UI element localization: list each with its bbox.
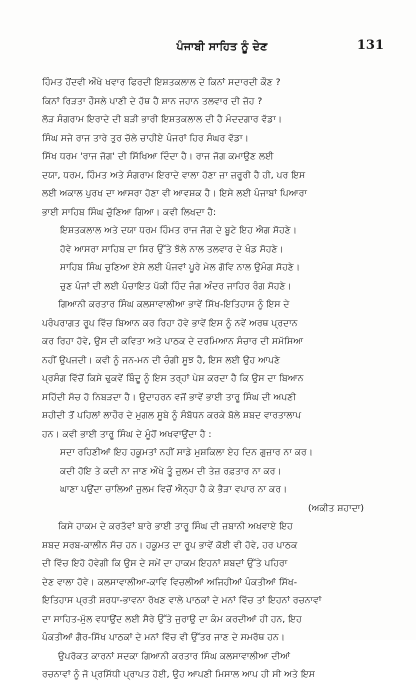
text-line: ਉਪਰੋਕਤ ਕਾਰਨਾਂ ਸਦਕਾ ਗਿਆਨੀ ਕਰਤਾਰ ਸਿੰਘ ਕਲਸਾਵਾਲੀਆ ਦੀਆਂ (58, 650, 291, 662)
text-line: ਸ਼ਹੀਦੀ ਤੋਂ ਪਹਿਲਾਂ ਲਾਹੌਰ ਦੇ ਮੁਗਲ ਸੂਬੇ ਨੂੰ ਸੰਬੋਧਨ ਕਰਕੇ ਬੋਲੇ ਸ਼ਬਦ ਵਾਰਤਾਲਾਪ (42, 410, 302, 421)
verse-line: ਚੁਣ ਪੰਜਾਂ ਦੀ ਲਈ ਪੰਚਾਇਤ ਪੱਕੀ ਹਿੰਦ ਜੰਗ ਅੰਦਰ ਜਾਹਿਰ ਰੰਗ ਸੋਹਣੇ। (60, 280, 292, 292)
paragraph-2 (42, 296, 382, 444)
text-line: ਕਿਨਾਂ ਰਿੜਤਾ ਹੌਸਲੇ ਪਾਣੀ ਦੇ ਹੱਥ ਹੈ ਸ਼ਾਨ ਜਹਾਨ ਤਲਵਾਰ ਦੀ ਜ਼ੋਹ ? (42, 95, 263, 107)
text-line: ਭਾਈ ਸਾਹਿਬ ਸਿੰਘ ਚੁੱਣਿਆ ਗਿਆ। ਕਵੀ ਲਿਖਦਾ ਹੈ: (42, 206, 217, 218)
body-text (42, 74, 382, 685)
text-line: ਦਯਾ, ਧਰਮ, ਹਿੰਮਤ ਅਤੇ ਸੰਗਰਾਮ ਇਰਾਦੇ ਵਾਲਾ ਹੋਣਾ ਜ਼ਾ ਜ਼ਰੂਰੀ ਹੈ ਹੀ, ਪਰ ਇਸ (42, 169, 306, 181)
verse-line: ਸਦਾ ਰਹਿਣੀਆਂ ਇਹ ਹਕੂਮਤਾਂ ਨਹੀਂ ਸਾਡੇ ਮੁਸ਼ਕਿਲਾ ਏਹ ਦਿਨ ਗੁਜ਼ਾਰ ਨਾ ਕਰ। (60, 447, 313, 458)
text-line: ਦਾ ਸਾਹਿਤ-ਮੁੱਲ ਵਧਾਉਂਦ ਲਈ ਸੈਰੇ ਉੱਤੇ ਜੁਰਾਉ ਦਾ ਕੰਮ ਕਰਦੀਆਂ ਹੀ ਹਨ, ਇਹ (42, 613, 302, 625)
verse-line: ਸਾਹਿਬ ਸਿੰਘ ਚੁਣਿਆ ਏਸੇ ਲਈ ਪੰਜਵਾਂ ਪੂਰੇ ਮੇਲ ਗੋਵਿ ਨਾਲ ਉਮੰਗ ਸੋਹਣੇ। (60, 262, 301, 273)
verse-line: ਘਾਣਾ ਪਉਂਦਾ ਚਾਲਿਆਂ ਜ਼ੁਲਮ ਵਿਚੋਂ ਐਨ੍ਹਾ ਹੈ ਕੇ ਭੈੜਾ ਵਪਾਰ ਨਾ ਕਰ। (60, 484, 288, 495)
paragraph-4 (42, 648, 382, 685)
page-number: 131 (356, 38, 384, 53)
text-line: ਹਨ। ਕਵੀ ਭਾਈ ਤਾਰੂ ਸਿੰਘ ਦੇ ਮੂੰਹੋਂ ਅਖਵਾਉਂਦਾ ਹੈ : (42, 428, 212, 440)
text-line: ਪੰਕਤੀਆਂ ਗੈਰ-ਸਿੱਖ ਪਾਠਕਾਂ ਦੇ ਮਨਾਂ ਵਿੱਚ ਵੀ ਉੱਤਰ ਜਾਣ ਦੇ ਸਮਰੱਥ ਹਨ। (42, 632, 285, 643)
text-line: ਦੇਣ ਵਾਲਾ ਹੋਵੇ। ਕਲਸਾਵਾਲੀਆ-ਕਾਵਿ ਵਿਚਲੀਆਂ ਅਜਿਹੀਆਂ ਪੰਕਤੀਆਂ ਸਿੱਖ- (42, 576, 298, 588)
paragraph-3 (42, 518, 382, 648)
verse-quote-1 (42, 222, 382, 296)
text-line: ਗਿਆਨੀ ਕਰਤਾਰ ਸਿੰਘ ਕਲਸਾਵਾਲੀਆ ਭਾਵੇਂ ਸਿੱਖ-ਇਤਿਹਾਸ ਨੂੰ ਇਸ ਦੇ (58, 299, 290, 310)
text-line: ਪ੍ਰਸੰਗ ਵਿੱਚੋਂ ਕਿਸੇ ਢੁਕਵੇਂ ਬਿੰਦੂ ਨੂੰ ਇਸ ਤਰ੍ਹਾਂ ਪੇਸ਼ ਕਰਦਾ ਹੈ ਕਿ ਉਸ ਦਾ ਬਿਆਨ (42, 373, 304, 384)
text-line: ਲਈ ਅਕਾਲ ਪੁਰਖ ਦਾ ਆਸਰਾ ਹੋਣਾ ਵੀ ਆਵਸ਼ਕ ਹੈ। ਇਸੇ ਲਈ ਪੰਜਾਬਾਂ ਪਿਆਰਾ (42, 188, 308, 199)
verse-line: ਹੋਵੇ ਆਸਰਾ ਸਾਹਿਬ ਦਾ ਸਿਰ ਉੱਤੇ ਝੱਲੇ ਨਾਲ ਤਲਵਾਰ ਦੇ ਖੰਡ ਸੋਹਣੇ। (60, 243, 284, 255)
text-line: ਸ਼ਬਦ ਸਰਬ-ਕਾਲੀਨ ਸੱਚ ਹਨ। ਹਕੂਮਤ ਦਾ ਰੂਪ ਭਾਵੇਂ ਕੋਈ ਵੀ ਹੋਵੇ, ਹਰ ਪਾਠਕ (42, 539, 298, 551)
verse-quote-2 (42, 444, 382, 500)
text-line: ਪਰੰਪਰਾਗਤ ਰੂਪ ਵਿੱਚ ਬਿਆਨ ਕਰ ਰਿਹਾ ਹੋਵੇ ਭਾਵੇਂ ਇਸ ਨੂੰ ਨਵੇਂ ਅਰਥ ਪ੍ਰਦਾਨ (42, 317, 298, 329)
verse-line: ਇਸ਼ਤਕਲਾਲ ਅਤੇ ਦਯਾ ਧਰਮ ਹਿੰਮਤ ਰਾਜ ਜੋਗ ਦੇ ਬੂਟੇ ਇਹ ਐਗ ਸੋਹਣੇ। (60, 225, 297, 236)
quote-attribution: (ਅਕੀਤ ਸ਼ਹਾਦਾ) (308, 502, 364, 514)
text-line: ਸਹਿੱਦੀ ਸੱਚ ਹੋ ਨਿਬੜਦਾ ਹੈ। ਉਦਾਹਰਨ ਵਜੋਂ ਭਾਵੇਂ ਭਾਈ ਤਾਰੂ ਸਿੰਘ ਦੀ ਅਪਣੀ (42, 391, 297, 403)
text-line: ਕਿਸੇ ਹਾਕਮ ਦੇ ਕਰਤੱਵਾਂ ਬਾਰੇ ਭਾਈ ਤਾਰੂ ਸਿੰਘ ਦੀ ਜ਼ਬਾਨੀ ਅਖਵਾਏ ਇਹ (58, 521, 293, 532)
page-header (60, 40, 384, 62)
text-line: ਦੀ ਵਿੱਚ ਇਹੋ ਹੋਵੇਗੀ ਕਿ ਉਸ ਦੇ ਸਮੇਂ ਦਾ ਹਾਕਮ ਇਹਨਾਂ ਸ਼ਬਦਾਂ ਉੱਤੇ ਪਹਿਰਾ (42, 558, 288, 569)
text-line: ਰਚਨਾਵਾਂ ਨੂੰ ਜੋ ਪ੍ਰਸਿੱਧੀ ਪ੍ਰਾਪਤ ਹੋਈ, ਉਹ ਆਪਣੀ ਮਿਸਾਲ ਆਪ ਹੀ ਸੀ ਅਤੇ ਇਸ (42, 669, 315, 680)
text-line: ਹਿੰਮਤ ਹੋਂਦਵੀ ਔਖੇ ਖਵਾਰ ਫਿਰਦੀ ਇਸ਼ਤਕਲਾਲ ਦੇ ਕਿਨਾਂ ਸਦਾਰਦੀ ਕੌਣ ? (42, 77, 281, 88)
text-line: ਸਿੰਘ ਸਜੇ ਰਾਜ ਤਾਰੇ ਤੁਰ ਚੱਲੇ ਚਾਹੀਏ ਪੰਜਰਾਂ ਹਿਰ ਸੰਘਰ ਵੱਡਾ। (42, 132, 249, 144)
text-line: ਲੋੜ ਸੰਗਰਾਮ ਇਰਾਦੇ ਦੀ ਬੜੀ ਭਾਰੀ ਇਸ਼ਤਕਲਾਲ ਦੀ ਹੈ ਮੰਦਦਗਾਰ ਵੱਡਾ। (42, 114, 283, 125)
paragraph-1 (42, 74, 382, 222)
verse-line: ਕਦੀ ਹੋਇ ਤੇ ਕਦੀ ਨਾ ਜਾਣ ਔਖੇ ਤੂੰ ਜ਼ੁਲਮ ਦੀ ਤੇਜ਼ ਰਫ਼ਤਾਰ ਨਾ ਕਰ। (60, 465, 282, 477)
text-line: ਸਿੱਖ ਧਰਮ 'ਰਾਜ ਜੋਗ' ਦੀ ਸਿੱਖਿਆ ਦਿੰਦਾ ਹੈ। ਰਾਜ ਜੋਗ ਕਮਾਉਣ ਲਈ (42, 151, 274, 162)
text-line: ਇਤਿਹਾਸ ਪ੍ਰਤੀ ਸ਼ਰਧਾ-ਭਾਵਨਾ ਰੱਖਣ ਵਾਲੇ ਪਾਠਕਾਂ ਦੇ ਮਨਾਂ ਵਿੱਚ ਤਾਂ ਇਹਨਾਂ ਰਚਨਾਵਾਂ (42, 595, 322, 606)
running-title: ਪੰਜਾਬੀ ਸਾਹਿਤ ਨੂੰ ਦੇਣ (176, 40, 268, 53)
text-line: ਨਹੀਂ ਉਪਜਦੀ। ਕਵੀ ਨੂੰ ਜਨ-ਮਨ ਦੀ ਚੰਗੀ ਸੂਝ ਹੈ, ਇਸ ਲਈ ਉਹ ਆਪਣੇ (42, 354, 281, 366)
text-line: ਕਰ ਰਿਹਾ ਹੋਵੇ, ਉਸ ਦੀ ਕਵਿਤਾ ਅਤੇ ਪਾਠਕ ਦੇ ਦਰਮਿਆਨ ਸੰਚਾਰ ਦੀ ਸਮੱਸਿਆ (42, 336, 304, 347)
